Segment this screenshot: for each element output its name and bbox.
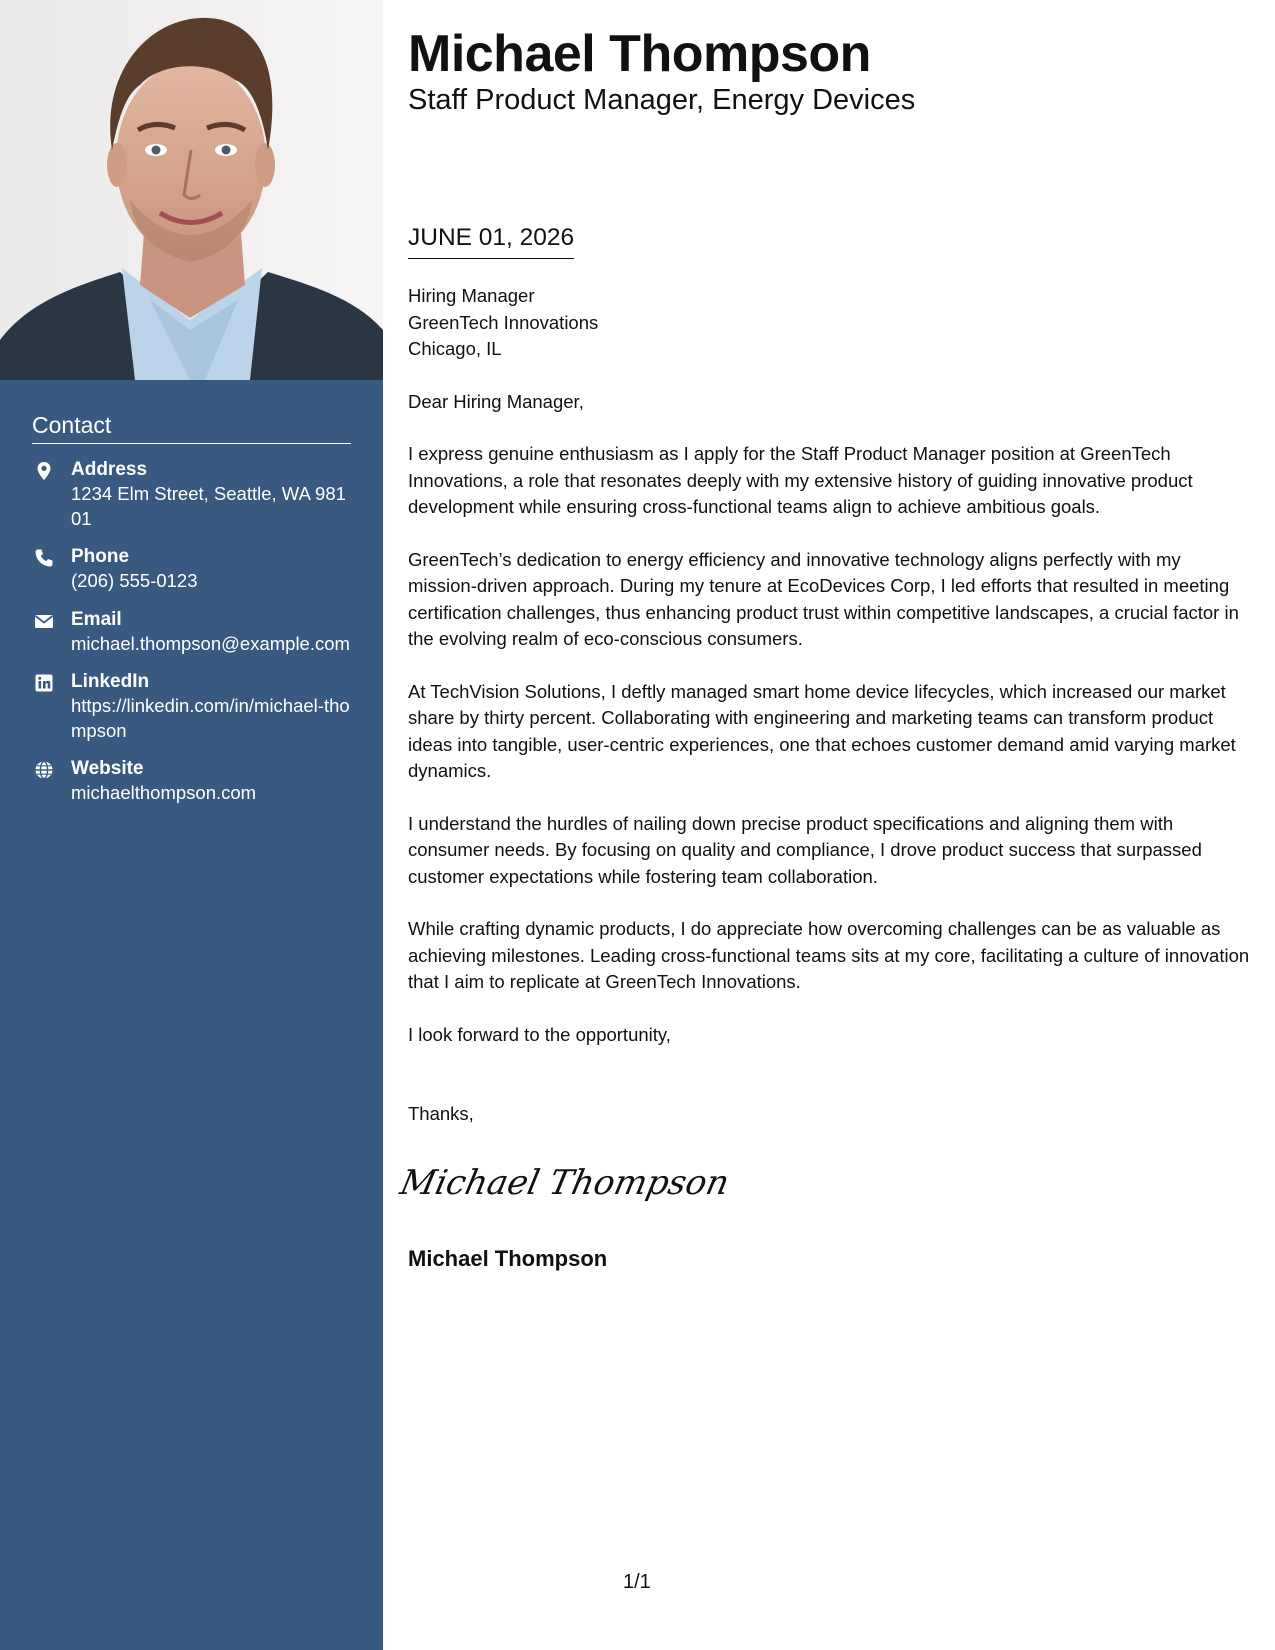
letter-date: JUNE 01, 2026: [408, 224, 574, 259]
recipient-line: Hiring Manager: [408, 285, 535, 306]
sender-title: Staff Product Manager, Energy Devices: [408, 84, 916, 116]
address-label: Address: [71, 459, 148, 480]
website-label: Website: [71, 758, 144, 779]
contact-item-email: [32, 608, 351, 657]
phone-label: Phone: [71, 546, 130, 567]
contact-item-phone: [32, 545, 351, 594]
address-value: 1234 Elm Street, Seattle, WA 98101: [71, 483, 346, 529]
body-paragraph: I look forward to the opportunity,: [408, 1023, 671, 1045]
recipient-line: GreenTech Innovations: [408, 311, 599, 333]
body-paragraph: At TechVision Solutions, I deftly managed smart home device lifecycles, which increased our market share by thirty percent. Collaborating with engineering and marketing teams can transform product ideas into tangible, user-centric experiences, one that echoes customer demand amid varying market dynamics.: [408, 680, 1236, 781]
closing: Thanks,: [408, 1103, 474, 1124]
linkedin-icon: [34, 673, 54, 693]
body-paragraph: I understand the hurdles of nailing down precise product specifications and aligning them with consumer needs. By focusing on quality and compliance, I drove product success that surpassed customer expectations while fostering team collaboration.: [408, 812, 1202, 887]
location-pin-icon: [34, 461, 54, 481]
phone-value: (206) 555-0123: [71, 570, 198, 591]
profile-photo: [0, 0, 383, 380]
recipient-block: [408, 283, 1253, 363]
linkedin-label: LinkedIn: [71, 671, 150, 692]
body-paragraph: While crafting dynamic products, I do appreciate how overcoming challenges can be as valuable as achieving milestones. Leading cross-functional teams sits at my core, facilitating a culture of innovation that I aim to replicate at GreenTech Innovations.: [408, 918, 1250, 992]
envelope-icon: [34, 611, 54, 631]
contact-item-linkedin: [32, 670, 351, 743]
email-label: Email: [71, 608, 122, 630]
page-number: 1/1: [623, 1571, 651, 1593]
sidebar: [0, 0, 383, 1650]
signer-name: Michael Thompson: [408, 1246, 608, 1271]
recipient-line: Chicago, IL: [408, 338, 502, 359]
contact-item-website: [32, 757, 351, 806]
body-paragraph: I express genuine enthusiasm as I apply for the Staff Product Manager position at GreenTech Innovations, a role that resonates deeply with my extensive history of guiding innovative product development while ensuring cross-functional teams align to achieve ambitious goals.: [408, 443, 1193, 517]
body-paragraph: GreenTech’s dedication to energy efficiency and innovative technology aligns perfectly with my mission-driven approach. During my tenure at EcoDevices Corp, I led efforts that resulted in meeting certification challenges, thus enhancing product trust within competitive landscapes, a crucial factor in the evolving realm of eco-conscious consumers.: [408, 548, 1239, 649]
website-value[interactable]: michaelthompson.com: [71, 782, 257, 803]
contact-heading: Contact: [32, 412, 351, 444]
contact-section: [32, 412, 351, 806]
signature-glyphs: Michael Thompson: [396, 1163, 733, 1203]
handwritten-signature: [396, 1150, 733, 1208]
phone-icon: [34, 548, 54, 568]
sender-name: Michael Thompson: [408, 25, 871, 83]
salutation: Dear Hiring Manager,: [408, 390, 584, 412]
letter-body: [408, 283, 1253, 1074]
linkedin-value[interactable]: https://linkedin.com/in/michael-thompson: [71, 695, 350, 741]
contact-item-address: [32, 458, 351, 531]
email-value[interactable]: michael.thompson@example.com: [71, 632, 350, 654]
globe-icon: [34, 760, 54, 780]
